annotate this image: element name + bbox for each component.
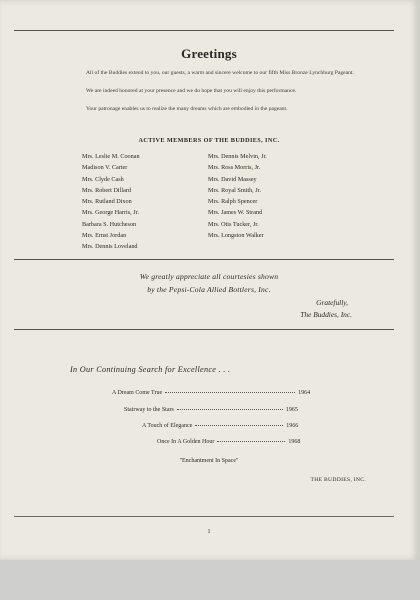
production-title: Stairway to the Stars — [124, 407, 174, 413]
production-year: 1965 — [285, 407, 298, 413]
top-rule — [14, 30, 394, 31]
patronage-paragraph: Your patronage enables us to realize the many dreams which are embodied in the pageant. — [86, 106, 288, 112]
signature-text: The Buddies, Inc. — [300, 310, 352, 319]
member-name: Mrs. Rutland Dixon — [82, 198, 132, 206]
member-name: Mrs. Dennis Melvin, Jr. — [208, 153, 267, 160]
honored-paragraph: We are indeed honored at your presence and we do hope that you will enjoy this performance. — [86, 88, 297, 94]
page-number: 1 — [207, 529, 211, 535]
production-entry — [142, 423, 298, 429]
production-entry — [112, 390, 310, 396]
thanks-block — [0, 270, 418, 296]
thanks-line-2: by the Pepsi-Cola Allied Bottlers, Inc. — [147, 285, 271, 294]
production-year: 1966 — [286, 423, 299, 429]
member-name: Mrs. Leslie M. Coonan — [82, 153, 140, 160]
leader-dots — [177, 409, 283, 410]
member-name: Mrs. James W. Strand — [208, 209, 263, 217]
production-title: A Touch of Elegance — [142, 423, 193, 429]
leader-dots — [195, 425, 283, 426]
production-entry — [157, 439, 300, 445]
members-heading: ACTIVE MEMBERS OF THE BUDDIES, INC. — [138, 137, 280, 144]
bottom-rule — [14, 516, 394, 517]
member-name: Mrs. Dennis Loveland — [82, 243, 138, 251]
credit-text: THE BUDDIES, INC. — [310, 477, 366, 483]
member-name: Mrs. Robert Dillard — [82, 186, 131, 194]
member-name: Mrs. Ralph Spencer — [208, 198, 258, 206]
members-list-right — [208, 151, 267, 241]
page-title: Greetings — [181, 46, 237, 61]
production-title: A Dream Come True — [112, 390, 163, 396]
production-title: Once In A Golden Hour — [157, 439, 215, 445]
mid-rule-upper — [14, 259, 394, 260]
member-name: Mrs. David Massey — [208, 175, 257, 183]
member-name: Mrs. Otis Tucker, Jr. — [208, 220, 259, 228]
leader-dots — [217, 441, 285, 442]
member-name: Mrs. Ross Morris, Jr. — [208, 164, 261, 172]
thanks-line-1: We greatly appreciate all courtesies shown — [139, 272, 279, 281]
mid-rule-lower — [14, 329, 394, 330]
member-name: Mrs. Clyde Cash — [82, 175, 124, 183]
leader-dots — [165, 392, 295, 393]
search-heading: In Our Continuing Search for Excellence . . . — [70, 365, 231, 374]
member-name: Mrs. Ernst Jordan — [82, 232, 127, 240]
production-entry — [124, 407, 298, 413]
member-name: Madison V. Carter — [82, 164, 128, 172]
member-name: Mrs. George Harris, Jr. — [82, 209, 139, 217]
member-name: Mrs. Longston Walker — [208, 232, 264, 240]
members-list-left — [82, 151, 140, 253]
production-year: 1964 — [298, 390, 311, 396]
production-year: 1968 — [288, 439, 301, 445]
enchantment-title: "Enchantment In Space" — [179, 458, 239, 464]
welcome-paragraph: All of the Buddies extend to you, our guests, a warm and sincere welcome to our fifth Miss Bronze Lynchburg Pageant. — [86, 70, 354, 76]
member-name: Mrs. Royal Smith, Jr. — [208, 186, 261, 194]
member-name: Barbara S. Hutcheson — [82, 220, 137, 228]
closing-text: Gratefully, — [316, 298, 348, 307]
